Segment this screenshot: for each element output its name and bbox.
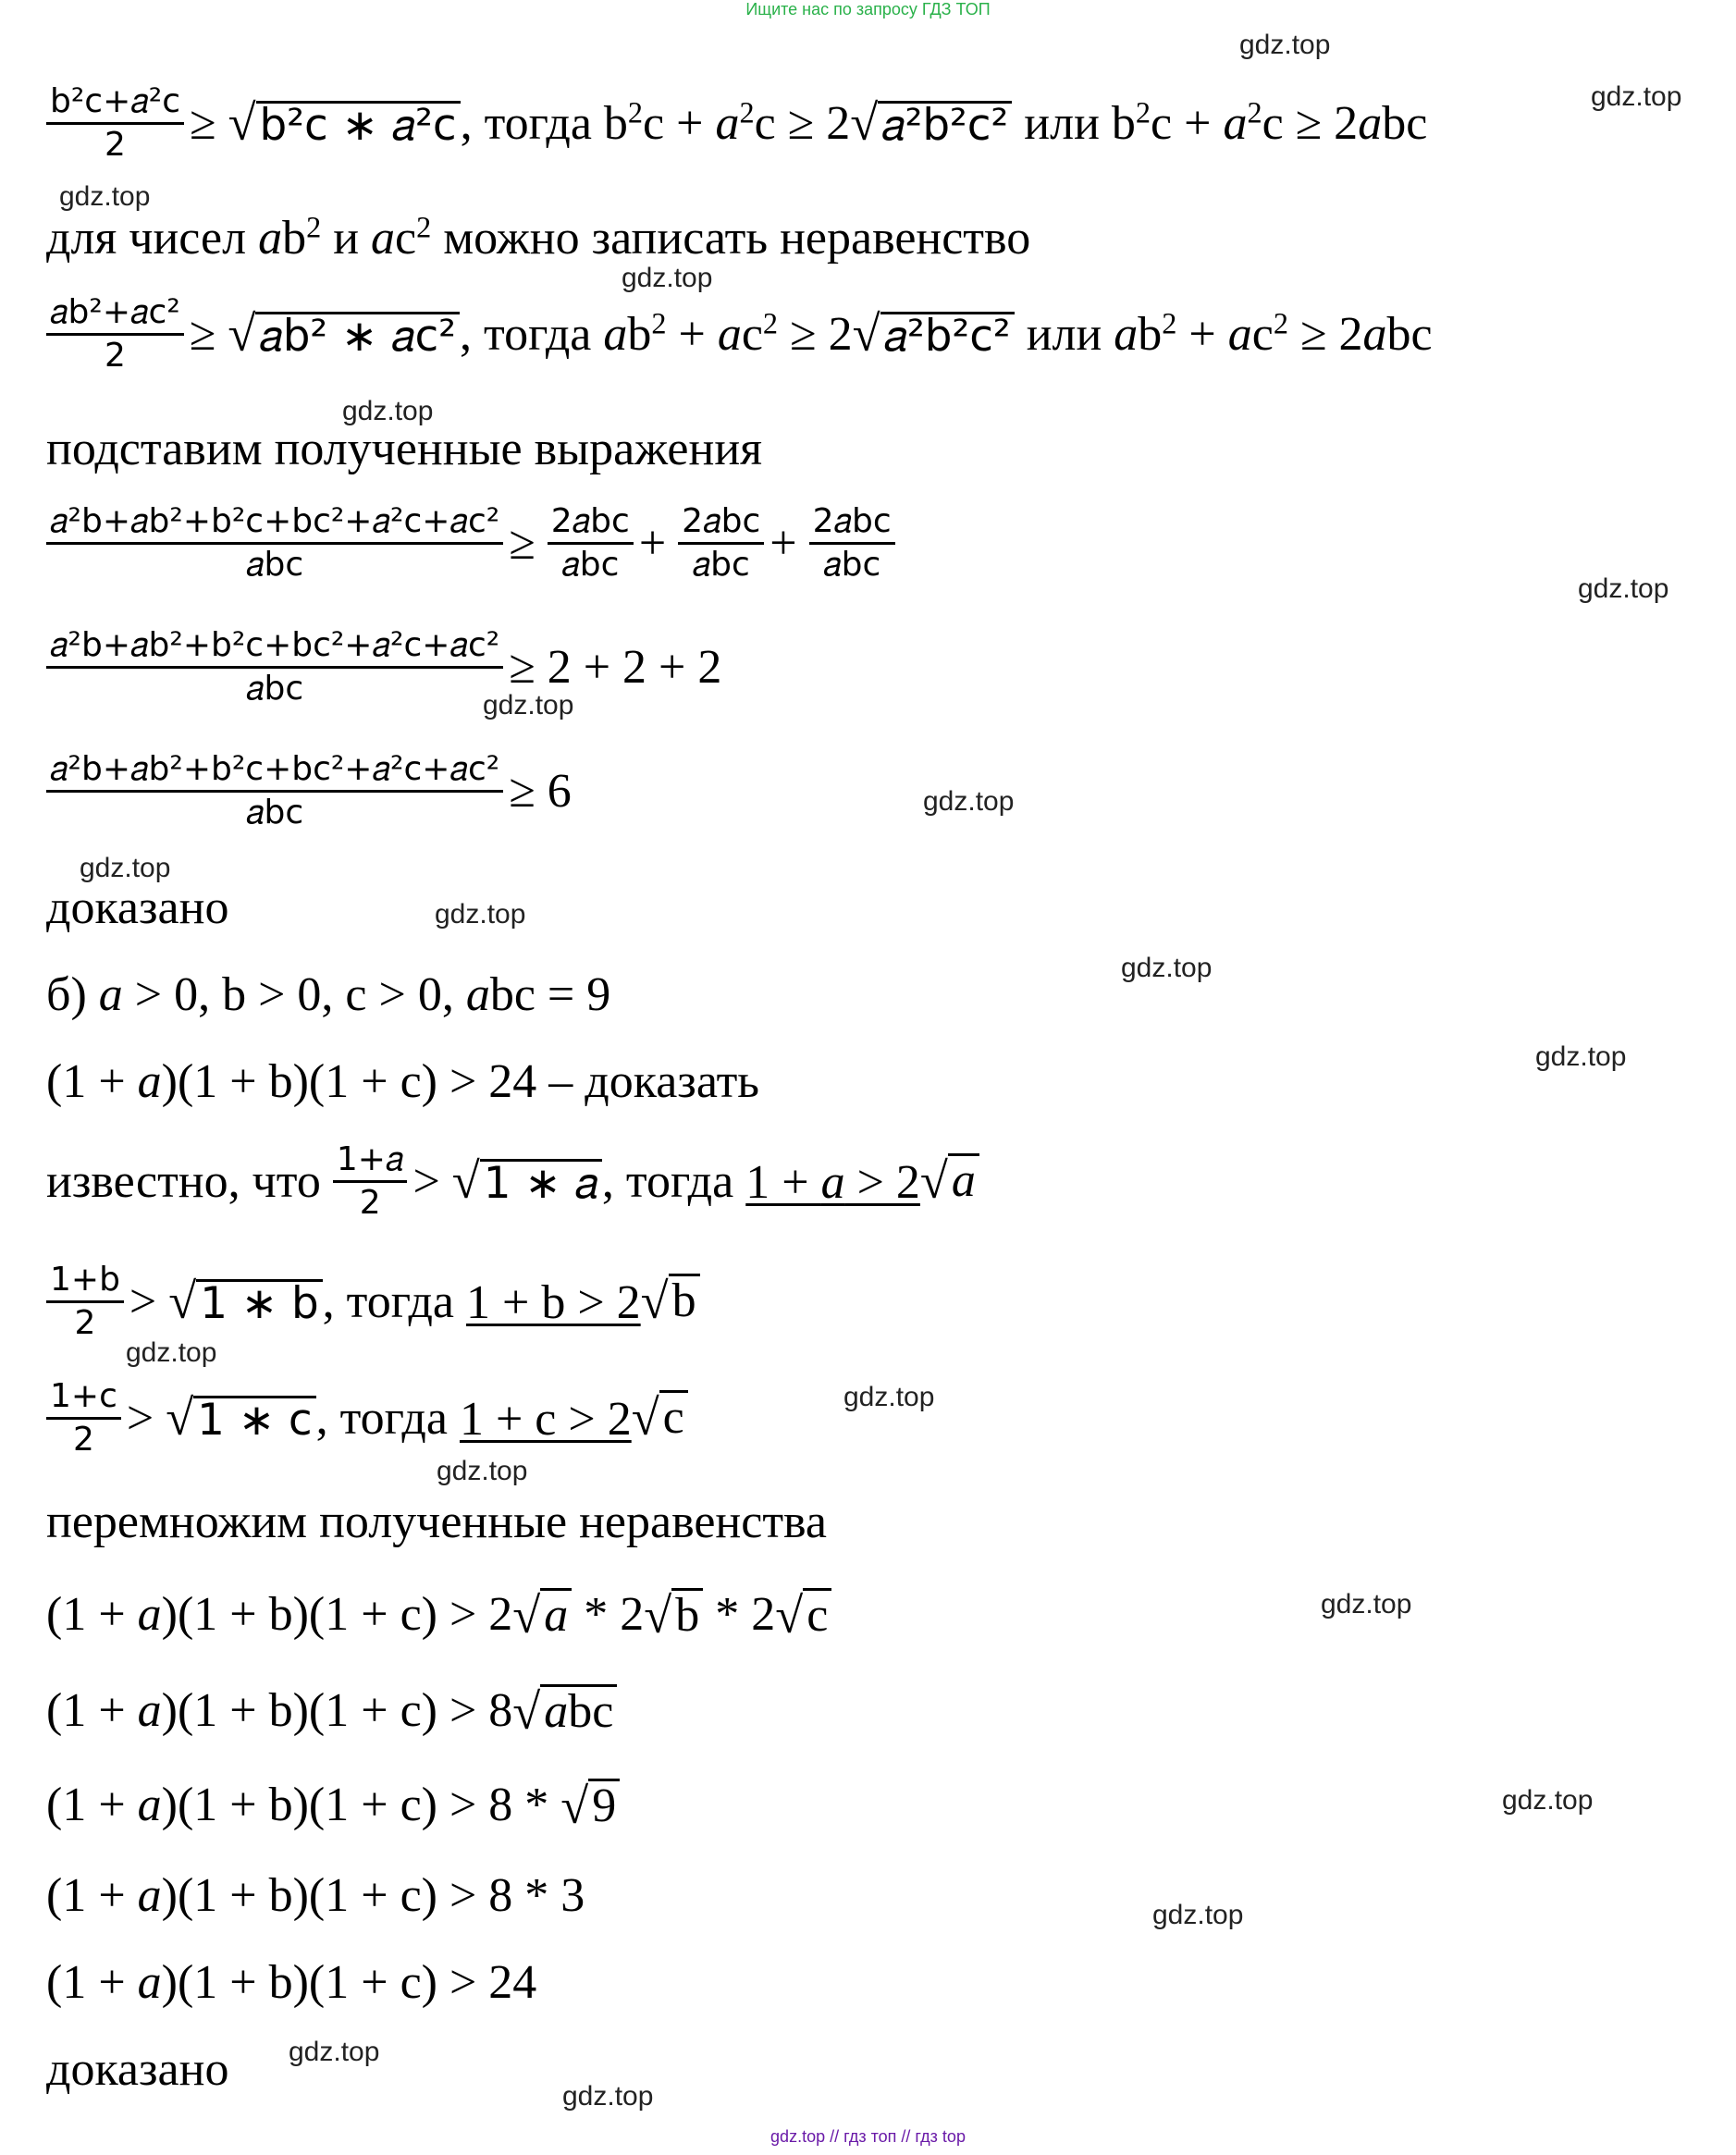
watermark: gdz.top <box>342 396 434 426</box>
watermark: gdz.top <box>1535 1041 1627 1072</box>
watermark: gdz.top <box>483 690 574 720</box>
line-11: известно, что $\frac{\text{1+𝑎}}{2}$ > √ 1 ∗ 𝑎 , тогда 1 + a > 2 √ a <box>46 1139 979 1224</box>
line-1: $\frac{\text{b²c+𝑎²c}}{2}$ ≥ √ b²c ∗ 𝑎²c , тогда $b^2c + a^2c \ge 2$ √ 𝑎²b²c² или $b^2c + a^2c \ge 2abc$ <box>46 81 1427 166</box>
watermark: gdz.top <box>437 1456 528 1486</box>
line-2: для чисел $ab^2$ и $ac^2$ можно записать неравенство <box>46 210 1031 265</box>
line-17: (1 + a)(1 + b)(1 + c) > 8 * √ 9 <box>46 1778 620 1833</box>
line-10: (1 + a)(1 + b)(1 + c) > 24 – доказать <box>46 1055 760 1108</box>
watermark: gdz.top <box>126 1337 217 1368</box>
watermark: gdz.top <box>562 2081 654 2112</box>
line-19: (1 + a)(1 + b)(1 + c) > 24 <box>46 1956 537 2009</box>
fraction-1: $\frac{\text{b²c+𝑎²c}}{2}$ <box>46 81 184 166</box>
watermark: gdz.top <box>1239 30 1331 60</box>
watermark: gdz.top <box>59 181 151 212</box>
line-4: подставим полученные выражения <box>46 423 763 475</box>
line-7: $\frac{\text{𝑎²b+𝑎b²+b²c+bc²+𝑎²c+𝑎c²}}{\text{𝑎bc}}$ ≥ 6 <box>46 749 572 833</box>
line-20: доказано <box>46 2043 229 2096</box>
watermark: gdz.top <box>1502 1785 1594 1816</box>
watermark: gdz.top <box>1321 1589 1412 1619</box>
line-16: (1 + a)(1 + b)(1 + c) > 8 √ abc <box>46 1683 617 1739</box>
line-8: доказано <box>46 881 229 934</box>
watermark: gdz.top <box>1578 573 1669 604</box>
header-note: Ищите нас по запросу ГДЗ ТОП <box>745 0 991 18</box>
line-14: перемножим полученные неравенства <box>46 1496 827 1548</box>
line-6: $\frac{\text{𝑎²b+𝑎b²+b²c+bc²+𝑎²c+𝑎c²}}{\text{𝑎bc}}$ ≥ 2 + 2 + 2 <box>46 625 721 709</box>
line-13: $\frac{1+c}{2}$ > √ 1 ∗ c , тогда 1 + c > 2 √ c <box>46 1376 688 1460</box>
watermark: gdz.top <box>1121 953 1213 983</box>
line-18: (1 + a)(1 + b)(1 + c) > 8 * 3 <box>46 1869 585 1922</box>
line-15: (1 + a)(1 + b)(1 + c) > 2 √ a * 2 √ b * 2 √ c <box>46 1587 831 1643</box>
watermark: gdz.top <box>843 1382 935 1412</box>
watermark: gdz.top <box>923 786 1015 817</box>
watermark: gdz.top <box>1591 81 1682 112</box>
watermark: gdz.top <box>622 263 713 293</box>
watermark: gdz.top <box>435 899 526 930</box>
line-3: $\frac{\text{𝑎b²+𝑎c²}}{2}$ ≥ √ 𝑎b² ∗ 𝑎c² , тогда $ab^2 + ac^2 \ge 2$ √ 𝑎²b²c² или $ab^2 + ac^2 \ge 2abc$ <box>46 292 1433 376</box>
line-5: $\frac{\text{𝑎²b+𝑎b²+b²c+bc²+𝑎²c+𝑎c²}}{\text{𝑎bc}}$ ≥ $\frac{\text{2𝑎bc}}{\text{𝑎bc}}$ + $\frac{\text{2𝑎bc}}{\text{𝑎bc}}$ + $\frac{\text{2𝑎bc}}{\text{𝑎bc}}$ <box>46 501 901 585</box>
footer-note: gdz.top // гдз топ // гдз top <box>770 2127 966 2146</box>
watermark: gdz.top <box>289 2037 380 2067</box>
line-12: $\frac{1+b}{2}$ > √ 1 ∗ b , тогда 1 + b > 2 √ b <box>46 1260 700 1344</box>
fraction-2: $\frac{\text{𝑎b²+𝑎c²}}{2}$ <box>46 292 184 376</box>
watermark: gdz.top <box>1152 1900 1244 1930</box>
sqrt-1: √ b²c ∗ 𝑎²c <box>228 98 461 149</box>
line-9: б) a > 0, b > 0, c > 0, abc = 9 <box>46 968 611 1021</box>
watermark: gdz.top <box>80 853 171 883</box>
